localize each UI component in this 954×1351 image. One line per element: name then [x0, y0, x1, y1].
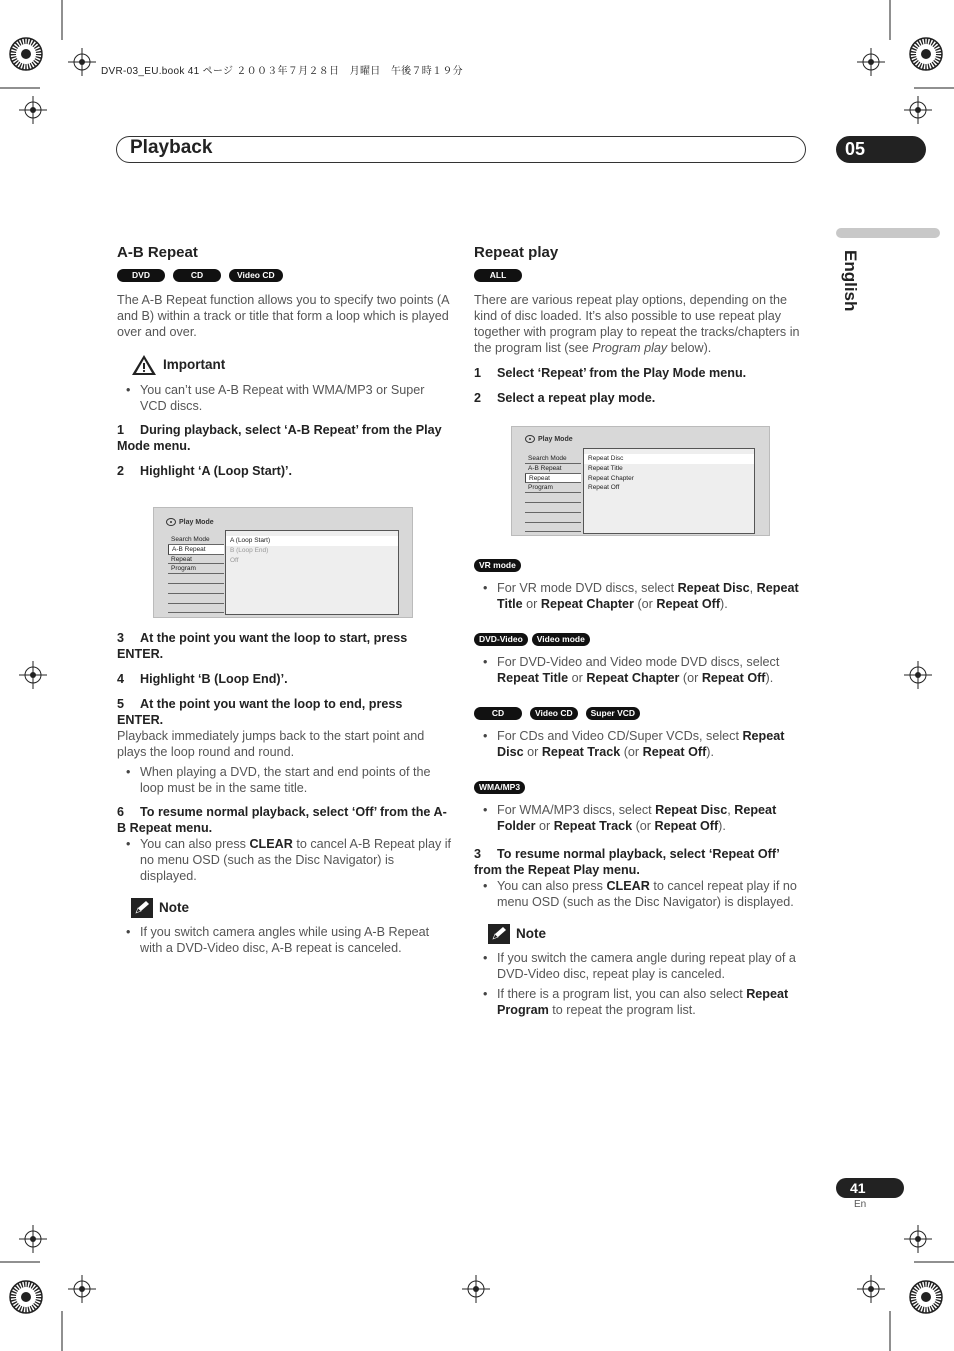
- ab-step-4: [117, 671, 452, 687]
- note-pencil-icon: [488, 924, 510, 944]
- step-text: Select ‘Repeat’ from the Play Mode menu.: [497, 366, 747, 380]
- section-header-bar: [116, 136, 806, 163]
- step-text: To resume normal playback, select ‘Repeat Off’ from the Repeat Play menu.: [474, 847, 780, 877]
- repeat-step-3: [474, 846, 809, 878]
- repeat-osd-screen: [511, 426, 770, 536]
- osd-menu-item-selected: A-B Repeat: [168, 545, 224, 555]
- step-text: Highlight ‘A (Loop Start)’.: [140, 464, 293, 478]
- ab-step-6: [117, 804, 452, 836]
- important-title: Important: [163, 357, 226, 372]
- important-bullet: • You can’t use A-B Repeat with WMA/MP3 or Super VCD discs.: [117, 382, 452, 414]
- osd-menu: [168, 535, 224, 613]
- print-info-line: DVR-03_EU.book 41 ページ ２００３年７月２８日 月曜日 午後７時１９分: [101, 66, 463, 77]
- disc-badge-all: ALL: [474, 269, 522, 282]
- step-number: 4: [117, 672, 125, 686]
- note-bullet: • If you switch the camera angle during repeat play of a DVD-Video disc, repeat play is canceled.: [474, 950, 809, 982]
- disc-icon: [525, 435, 535, 443]
- ab-repeat-osd-screen: [153, 507, 413, 618]
- osd-menu-item: Search Mode: [525, 454, 581, 464]
- osd-menu-item: Repeat: [168, 555, 224, 565]
- repeat-play-heading: Repeat play: [474, 244, 559, 261]
- repeat-step-1: [474, 365, 809, 381]
- disc-badge: Video CD: [229, 269, 283, 282]
- osd-option: Repeat Title: [588, 464, 623, 472]
- osd-menu-item-selected: Repeat: [525, 474, 581, 484]
- ab-repeat-intro: The A-B Repeat function allows you to specify two points (A and B) within a track or title that form a loop which is played over and over.: [117, 293, 449, 339]
- osd-menu-item: Program: [525, 483, 581, 493]
- ab-step-5-text: Playback immediately jumps back to the start point and plays the loop round and round.: [117, 729, 425, 759]
- osd-title: Play Mode: [525, 435, 573, 443]
- cd-bullet: • For CDs and Video CD/Super VCDs, select Repeat Disc or Repeat Track (or Repeat Off).: [474, 728, 809, 760]
- note-bullet: • If there is a program list, you can also select Repeat Program to repeat the program list.: [474, 986, 809, 1018]
- dvd-video-badges: [474, 633, 809, 646]
- note-bullet: • If you switch camera angles while using A-B Repeat with a DVD-Video disc, A-B repeat is canceled.: [117, 924, 452, 956]
- osd-options-panel: [225, 530, 399, 615]
- note-title: Note: [516, 926, 546, 941]
- repeat-play-section: [474, 245, 809, 1026]
- wma-badges: [474, 781, 809, 794]
- section-title: Playback: [130, 137, 213, 158]
- step-number: 2: [474, 391, 482, 405]
- step-text: At the point you want the loop to end, press ENTER.: [117, 697, 403, 727]
- step-text: Highlight ‘B (Loop End)’.: [140, 672, 288, 686]
- osd-option: Repeat Chapter: [588, 474, 634, 482]
- step-number: 6: [117, 805, 125, 819]
- note-callout: [488, 924, 809, 944]
- step-text: At the point you want the loop to start, press ENTER.: [117, 631, 408, 661]
- ab-step-1: [117, 422, 452, 454]
- osd-option: Off: [230, 556, 239, 564]
- step-text: During playback, select ‘A-B Repeat’ from the Play Mode menu.: [117, 423, 442, 453]
- warning-icon: [131, 354, 157, 376]
- disc-badge: DVD-Video: [474, 633, 528, 646]
- note-callout: [131, 898, 452, 918]
- osd-option-highlighted: A (Loop Start): [226, 536, 398, 546]
- note-pencil-icon: [131, 898, 153, 918]
- disc-badge: VR mode: [474, 559, 521, 572]
- disc-badge: Video mode: [532, 633, 590, 646]
- osd-options-panel: [583, 448, 755, 534]
- disc-badge: Super VCD: [586, 707, 640, 720]
- page-lang: En: [854, 1199, 867, 1210]
- repeat-step-3-bullet: • You can also press CLEAR to cancel repeat play if no menu OSD (such as the Disc Navigator) is displayed.: [474, 878, 809, 910]
- vr-mode-bullet: • For VR mode DVD discs, select Repeat Disc, Repeat Title or Repeat Chapter (or Repeat Off).: [474, 580, 809, 612]
- disc-badge: Video CD: [530, 707, 578, 720]
- vr-badges: [474, 559, 809, 572]
- ab-step-2: [117, 463, 452, 479]
- disc-badges: [117, 269, 452, 282]
- osd-option: B (Loop End): [230, 546, 269, 554]
- page-number: 41: [850, 1180, 866, 1196]
- note-title: Note: [159, 900, 189, 915]
- language-tab: [838, 250, 860, 320]
- ab-step-3: [117, 630, 452, 662]
- repeat-step-2: [474, 390, 809, 406]
- disc-badge: CD: [474, 707, 522, 720]
- cd-badges: [474, 707, 809, 720]
- step-number: 3: [474, 847, 482, 861]
- osd-menu: [525, 454, 581, 532]
- ab-step-6-bullet: • You can also press CLEAR to cancel A-B Repeat play if no menu OSD (such as the Disc Navigator) is displayed.: [117, 836, 452, 884]
- osd-menu-item: Search Mode: [168, 535, 224, 545]
- ab-step-5: [117, 696, 452, 728]
- osd-option: Repeat Off: [588, 484, 620, 492]
- step-text: To resume normal playback, select ‘Off’ from the A-B Repeat menu.: [117, 805, 447, 835]
- disc-icon: [166, 518, 176, 526]
- osd-menu-item: A-B Repeat: [525, 464, 581, 474]
- disc-badge: CD: [173, 269, 221, 282]
- step-number: 5: [117, 697, 125, 711]
- important-callout: [131, 354, 452, 376]
- language-tab-bar: [836, 228, 940, 238]
- repeat-play-intro: There are various repeat play options, depending on the kind of disc loaded. It’s also possible to use repeat play together with program play to repeat the tracks/chapters in the program list (see Program play below).: [474, 293, 800, 355]
- page-number-pill: [836, 1178, 904, 1198]
- ab-repeat-heading: A-B Repeat: [117, 244, 198, 261]
- step-number: 2: [117, 464, 125, 478]
- dvd-video-bullet: • For DVD-Video and Video mode DVD discs, select Repeat Title or Repeat Chapter (or Repeat Off).: [474, 654, 809, 686]
- osd-option-highlighted: Repeat Disc: [584, 454, 754, 464]
- language-label: English: [841, 250, 860, 312]
- wma-bullet: • For WMA/MP3 discs, select Repeat Disc, Repeat Folder or Repeat Track (or Repeat Off).: [474, 802, 809, 834]
- step-text: Select a repeat play mode.: [497, 391, 656, 405]
- disc-badge: WMA/MP3: [474, 781, 525, 794]
- osd-menu-item: Program: [168, 564, 224, 574]
- step-number: 3: [117, 631, 125, 645]
- step-number: 1: [117, 423, 125, 437]
- ab-step-5-bullet: • When playing a DVD, the start and end points of the loop must be in the same title.: [117, 764, 452, 796]
- chapter-number: 05: [836, 136, 926, 163]
- step-number: 1: [474, 366, 482, 380]
- osd-title: Play Mode: [166, 518, 214, 526]
- disc-badge: DVD: [117, 269, 165, 282]
